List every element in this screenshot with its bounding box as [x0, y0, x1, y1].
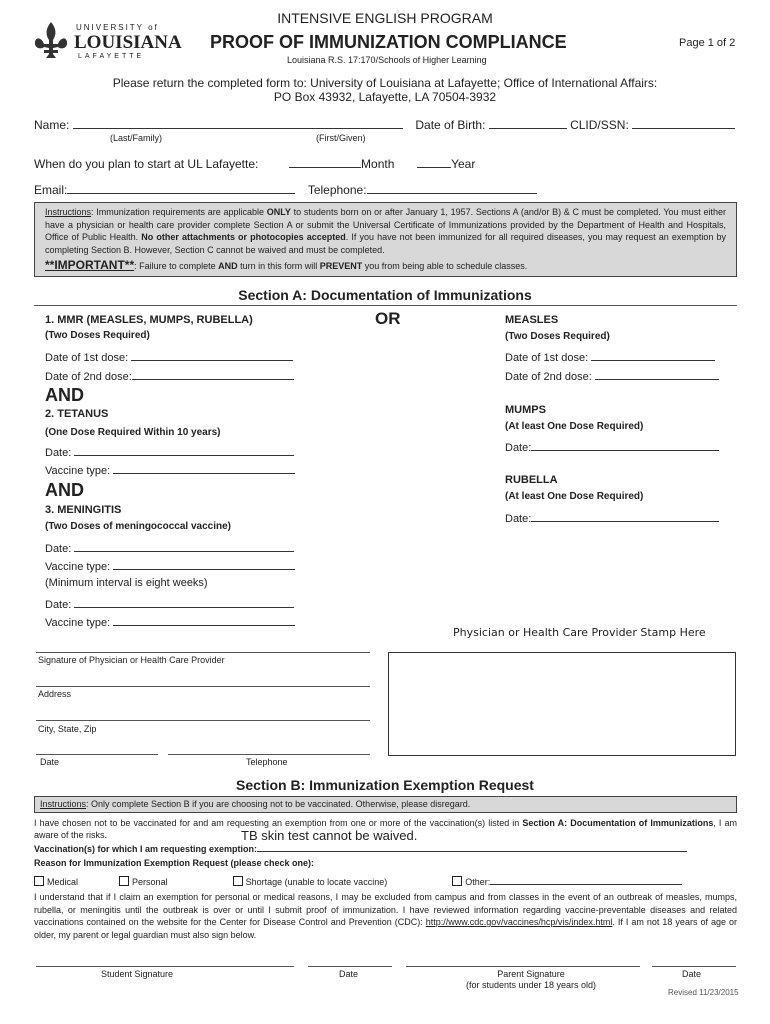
other-checkbox[interactable]: [452, 876, 462, 886]
dob-field[interactable]: [489, 117, 567, 129]
mumps-date-row: [505, 439, 719, 454]
instructions-part: . If you have not been immunized for all required diseases, you may request an exemption by completing Section B. However, Section C cannot be waived and must be completed.: [45, 232, 726, 255]
date-line[interactable]: [36, 754, 158, 755]
section-b-instr-label: Instructions: [40, 799, 87, 809]
mmr-title: 1. MMR (MEASLES, MUMPS, RUBELLA): [45, 314, 253, 326]
date-label: Date:: [45, 447, 72, 459]
important-and: AND: [218, 261, 238, 271]
email-row: [34, 182, 537, 197]
shortage-label: Shortage (unable to locate vaccine): [245, 877, 388, 887]
measles-dose2-field[interactable]: [595, 368, 719, 380]
other-label: Other:: [465, 877, 491, 887]
return-address-line-2: PO Box 43932, Lafayette, LA 70504-3932: [273, 90, 497, 104]
important-label: **IMPORTANT**: [45, 258, 135, 272]
reason-options: [34, 875, 737, 887]
and-label-1: AND: [45, 385, 84, 405]
vaccine-type-label: Vaccine type:: [45, 465, 111, 477]
city-label: City, State, Zip: [38, 724, 97, 734]
email-field[interactable]: [67, 182, 295, 194]
personal-checkbox[interactable]: [119, 876, 129, 886]
measles-req: (Two Doses Required): [505, 331, 610, 342]
option-other[interactable]: [452, 877, 682, 887]
section-b-instructions: [40, 799, 731, 809]
name-row: [34, 117, 744, 132]
physician-telephone-label: Telephone: [246, 757, 288, 767]
men-vaccine1-field[interactable]: [113, 558, 295, 570]
cdc-link[interactable]: http://www.cdc.gov/vaccines/hcp/vis/index.html: [425, 917, 613, 927]
physician-signature-line[interactable]: [36, 652, 370, 653]
stamp-box[interactable]: [388, 652, 736, 756]
mumps-req: (At least One Dose Required): [505, 421, 644, 432]
year-label: Year: [451, 157, 476, 171]
tb-overlay-text: TB skin test cannot be waived.: [241, 828, 418, 843]
rubella-title: RUBELLA: [505, 474, 558, 486]
men-date1-row: [45, 540, 294, 555]
medical-label: Medical: [47, 877, 79, 887]
vaccine-type-label: Vaccine type:: [45, 561, 111, 573]
address-line[interactable]: [36, 686, 370, 687]
mumps-title: MUMPS: [505, 404, 546, 416]
instructions-part: : Immunization requirements are applicable: [91, 207, 267, 217]
measles-dose1-field[interactable]: [591, 349, 715, 361]
tetanus-vaccine-row: [45, 462, 295, 477]
tetanus-title: 2. TETANUS: [45, 408, 109, 420]
mmr-dose2-row: [45, 368, 294, 383]
program-title: INTENSIVE ENGLISH PROGRAM: [277, 10, 493, 26]
measles-dose2-row: [505, 368, 719, 383]
student-signature-line[interactable]: [36, 966, 294, 967]
section-a-title: Section A: Documentation of Immunizations: [238, 287, 532, 303]
section-b-instr-text: : Only complete Section B if you are choosing not to be vaccinated. Otherwise, please disregard.: [86, 799, 471, 809]
important-notice: [45, 258, 726, 272]
vaccines-label: Vaccination(s) for which I am requesting exemption:: [34, 844, 258, 854]
shortage-checkbox[interactable]: [233, 876, 243, 886]
address-label: Address: [38, 689, 72, 699]
telephone-label: Telephone:: [307, 183, 367, 197]
dose1-label: Date of 1st dose:: [505, 352, 589, 364]
start-question: When do you plan to start at UL Lafayette:: [34, 157, 259, 171]
p2-part: I understand that if I claim an exemption for personal or medical reasons, I may be excluded from campus and from classes in the event of an outbreak of measles, mumps, rubella, or meningitis until the outbreak is over or until I submit proof of immunization. I have reviewed information regarding vaccine-preventable diseases and related vaccinations contained on the website for the Center for Disease Control and Prevention (CDC):: [34, 892, 737, 927]
or-label: OR: [375, 309, 401, 328]
tetanus-vaccine-field[interactable]: [113, 462, 295, 474]
student-signature-label: Student Signature: [101, 969, 174, 979]
parent-note: (for students under 18 years old): [465, 980, 597, 990]
other-field[interactable]: [490, 875, 682, 885]
p1-part: , I am aware of the risks.: [34, 818, 737, 840]
instructions-no-attachments: No other attachments or photocopies accepted: [141, 232, 346, 242]
dose2-label: Date of 2nd dose:: [45, 371, 132, 383]
men-vaccine2-row: [45, 614, 295, 629]
clid-field[interactable]: [632, 117, 735, 129]
men-vaccine1-row: [45, 558, 295, 573]
exemption-paragraph-2: [34, 891, 737, 941]
personal-label: Personal: [132, 877, 168, 887]
vaccine-type-label: Vaccine type:: [45, 617, 111, 629]
important-part: turn in this form will: [237, 261, 320, 271]
telephone-field[interactable]: [367, 182, 537, 194]
reason-label: Reason for Immunization Exemption Request (please check one):: [34, 858, 315, 868]
section-b-title: Section B: Immunization Exemption Request: [236, 777, 534, 793]
form-title: PROOF OF IMMUNIZATION COMPLIANCE: [210, 32, 567, 52]
start-row: [34, 156, 475, 171]
logo-university-text: UNIVERSITY of: [76, 23, 159, 32]
rubella-req: (At least One Dose Required): [505, 491, 644, 502]
stamp-label: Physician or Health Care Provider Stamp Here: [453, 626, 706, 639]
instructions-only: ONLY: [266, 207, 291, 217]
city-line[interactable]: [36, 720, 370, 721]
instructions-text: [45, 206, 726, 256]
dose2-label: Date of 2nd dose:: [505, 371, 592, 383]
medical-checkbox[interactable]: [34, 876, 44, 886]
measles-dose1-row: [505, 349, 715, 364]
dose1-label: Date of 1st dose:: [45, 352, 129, 364]
logo-name-text: LOUISIANA: [74, 32, 182, 53]
option-medical[interactable]: [34, 877, 78, 887]
mmr-dose2-field[interactable]: [132, 368, 294, 380]
name-field[interactable]: [73, 117, 403, 129]
mumps-date-field[interactable]: [531, 439, 719, 451]
return-address-line-1: Please return the completed form to: University of Louisiana at Lafayette; Office of International Affairs:: [112, 76, 658, 90]
parent-signature-label: Parent Signature: [497, 969, 565, 979]
section-a-divider: [34, 305, 737, 306]
clid-label: CLID/SSN:: [570, 118, 629, 132]
mmr-req: (Two Doses Required): [45, 330, 150, 341]
name-label: Name:: [34, 118, 70, 132]
option-personal[interactable]: [119, 877, 168, 887]
email-label: Email:: [34, 183, 68, 197]
parent-date-line[interactable]: [652, 966, 736, 967]
student-date-line[interactable]: [308, 966, 392, 967]
vaccines-field[interactable]: [257, 842, 687, 852]
month-label: Month: [361, 157, 395, 171]
start-year-field[interactable]: [417, 156, 451, 168]
logo-campus-text: LAFAYETTE: [78, 53, 145, 60]
date-label: Date:: [45, 543, 72, 555]
rubella-date-row: [505, 510, 719, 525]
telephone-line[interactable]: [168, 754, 370, 755]
revised-date: Revised 11/23/2015: [668, 988, 739, 997]
university-logo: [32, 20, 182, 64]
min-interval-note: (Minimum interval is eight weeks): [45, 577, 208, 589]
start-month-field[interactable]: [289, 156, 361, 168]
first-given-hint: (First/Given): [316, 133, 366, 143]
tetanus-req: (One Dose Required Within 10 years): [45, 427, 221, 438]
statute-line: Louisiana R.S. 17:170/Schools of Higher Learning: [287, 55, 487, 65]
dob-label: Date of Birth:: [415, 118, 486, 132]
last-family-hint: (Last/Family): [110, 133, 163, 143]
men-date2-row: [45, 596, 294, 611]
p1-part: I have chosen not to be vaccinated for and am requesting an exemption from one or more of the vaccination(s) listed in: [34, 818, 523, 828]
instructions-label: Instructions: [45, 207, 92, 217]
men-vaccine2-field[interactable]: [113, 614, 295, 626]
tetanus-date-row: [45, 444, 294, 459]
instructions-box: [34, 202, 737, 277]
date-label: Date:: [505, 442, 532, 454]
date-label: Date:: [45, 599, 72, 611]
section-b-instructions-box: [34, 796, 737, 813]
p2-part: . If I am not 18 years of age or older, my parent or legal guardian must also sign below.: [34, 917, 737, 940]
page-number: Page 1 of 2: [679, 37, 736, 49]
option-shortage[interactable]: [233, 877, 388, 887]
rubella-date-field[interactable]: [531, 510, 719, 522]
vaccines-row: [34, 842, 687, 854]
student-date-label: Date: [339, 969, 359, 979]
fleur-de-lis-icon: [32, 20, 70, 64]
important-part: you from being able to schedule classes.: [362, 261, 528, 271]
men-date2-field[interactable]: [74, 596, 294, 608]
measles-title: MEASLES: [505, 314, 559, 326]
parent-signature-line[interactable]: [406, 966, 640, 967]
parent-date-label: Date: [682, 969, 702, 979]
p1-section-ref: Section A: Documentation of Immunizations: [522, 818, 714, 828]
tetanus-date-field[interactable]: [74, 444, 294, 456]
important-prevent: PREVENT: [319, 261, 363, 271]
meningitis-title: 3. MENINGITIS: [45, 504, 122, 516]
meningitis-req: (Two Doses of meningococcal vaccine): [45, 521, 231, 532]
instructions-part: to students born on or after January 1, 1957. Sections A (and/or B) & C must be completed. You must either have a physician or health care provider complete Section A or submit the Universal Certificate of Immunizations provided by the Department of Health and Hospitals, Office of Public Health.: [45, 207, 726, 242]
and-label-2: AND: [45, 480, 84, 500]
mmr-dose1-row: [45, 349, 293, 364]
important-part: : Failure to complete: [134, 261, 219, 271]
men-date1-field[interactable]: [74, 540, 294, 552]
physician-date-label: Date: [40, 757, 60, 767]
physician-signature-label: Signature of Physician or Health Care Provider: [38, 655, 225, 665]
mmr-dose1-field[interactable]: [131, 349, 293, 361]
date-label: Date:: [505, 513, 532, 525]
